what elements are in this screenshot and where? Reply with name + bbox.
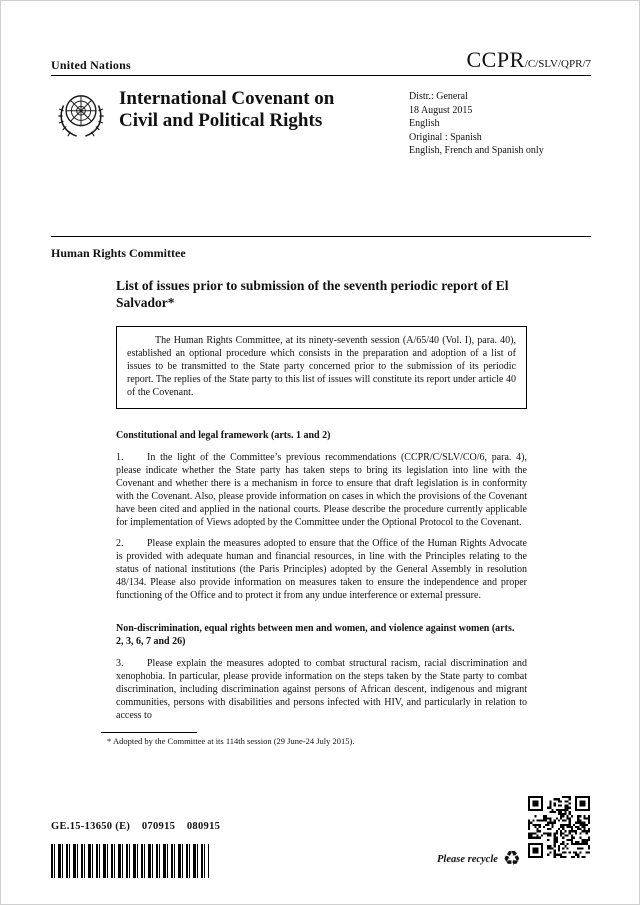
masthead-main [53,86,591,158]
committee-name: Human Rights Committee [51,245,186,260]
paragraph-3 [116,657,527,722]
footnote-text [101,736,527,747]
org-name: United Nations [51,58,131,72]
un-emblem-logo [53,88,111,158]
document-body [107,277,527,747]
document-sales-code: GE.15-13650 (E) 070915 080915 [51,821,221,832]
paragraph-2 [116,537,527,602]
date-line: 18 August 2015 [409,104,473,116]
footnote-marker: * [107,735,112,746]
paragraph-text: In the light of the Committee’s previous recommendations (CCPR/C/SLV/CO/6, para. 4), please indicate whether the State party has taken steps to bring its legislation into line with the Covenant and whether there is a mechanism in force to ensure that draft legislation is in conformity with the Covenant. Also, please provide information on cases in which the provisions of the Covenant have been cited and applied in the national courts. Please describe the procedure currently applicable for implementation of Views adopted by the Committee under the Optional Protocol to the Covenant. [116,451,527,528]
masthead-top [51,47,591,76]
document-symbol [467,47,592,73]
symbol-suffix: /C/SLV/QPR/7 [524,58,591,70]
paragraph-number: 2. [116,537,124,549]
distr-line: Distr.: General [409,91,468,102]
paragraph-text: Please explain the measures adopted to ensure that the Office of the Human Rights Advocate is provided with adequate human and financial resources, in line with the Principles relating to the status of national institutions (the Paris Principles) adopted by the General Assembly in resolution 48/134. Please also provide information on measures taken to ensure the independence and proper functioning of the Office and to protect it from any undue interference or external pressure. [116,537,527,601]
footnote [101,732,527,747]
paragraph-text: Please explain the measures adopted to combat structural racism, racial discrimination and xenophobia. In particular, please provide information on the steps taken by the State party to combat discrimination, including discrimination against persons of African descent, indigenous and migrant communities, persons with disabilities and persons infected with HIV, and particularly in relation to access to [116,657,527,721]
original-language-line: Original : Spanish [409,131,482,143]
language-line: English [409,118,440,129]
section-heading-non-discrimination: Non-discrimination, equal rights between men and women, and violence against women (arts. 2, 3, 6, 7 and 26) [116,622,515,648]
footnote-body: Adopted by the Committee at its 114th session (29 June-24 July 2015). [113,735,355,746]
covenant-title-line1: International Covenant on [119,88,335,109]
qr-code [528,796,590,858]
summary-box [116,326,527,409]
paragraph-number: 3. [116,657,124,669]
paragraph-1 [116,451,527,529]
distribution-info [409,86,591,158]
covenant-title [119,86,409,158]
recycle-icon: ♻ [502,848,521,870]
footnote-rule [101,732,197,733]
recycle-note [437,849,521,869]
barcode [51,844,209,878]
section-heading-constitutional: Constitutional and legal framework (arts. 1 and 2) [116,430,331,442]
summary-text: The Human Rights Committee, at its ninety-seventh session (A/65/40 (Vol. I), para. 40), established an optional procedure which consists in the preparation and adoption of a list of issues to be transmitted to the State party concerned prior to the submission of its periodic report. The replies of the State party to this list of issues will constitute its report under article 40 of the Covenant. [127,335,516,399]
paragraph-number: 1. [116,451,124,463]
page-title: List of issues prior to submission of the seventh periodic report of El Salvador* [116,277,509,311]
covenant-title-line2: Civil and Political Rights [119,110,323,132]
horizontal-rule [51,236,591,237]
recycle-label: Please recycle [437,853,498,865]
symbol-main: CCPR [466,47,525,72]
languages-note-line: English, French and Spanish only [409,145,544,156]
